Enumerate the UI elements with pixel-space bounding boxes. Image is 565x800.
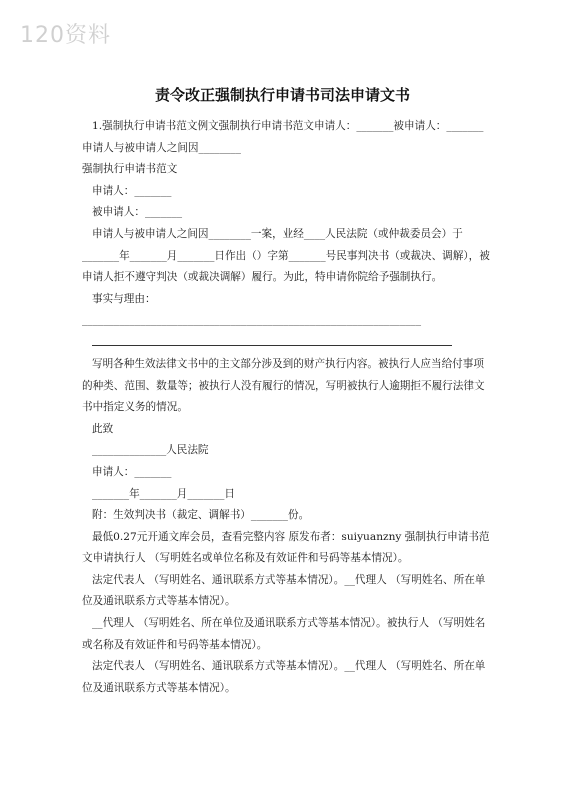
paragraph-instructions: 写明各种生效法律文书中的主文部分涉及到的财产执行内容。被执行人应当给付事项的种类、范围、数量等；被执行人没有履行的情况，写明被执行人逾期拒不履行法律文书中指定义务的情况。 [82, 357, 485, 414]
paragraph-signature: 申请人：_______ [92, 465, 172, 478]
paragraph-case: 申请人与被申请人之间因________一案，业经____人民法院（或仲裁委员会）于_______年_______月_______日作出（）字第_______号民事判决书（或裁决、调解），被申请人拒不遵守判决（或裁决调解）履行。为此，特申请你院给予强制执行。 [82, 227, 490, 284]
document-body [82, 116, 492, 699]
paragraph-facts: 事实与理由：________________________________________________________________ [82, 292, 421, 327]
document-title: 责令改正强制执行申请书司法申请文书 [154, 86, 410, 104]
paragraph-respondent: 被申请人：_______ [92, 206, 183, 219]
paragraph-legal-rep-1: 法定代表人 （写明姓名、通讯联系方式等基本情况）。__代理人 （写明姓名、所在单位及通讯联系方式等基本情况）。 [82, 573, 486, 608]
paragraph-applicant: 申请人：_______ [92, 184, 172, 197]
blank-line [92, 332, 452, 346]
paragraph-date: _______年_______月_______日 [92, 487, 236, 500]
watermark-logo: 120资料 [20, 23, 111, 48]
paragraph-attachment: 附：生效判决书（裁定、调解书）_______份。 [92, 509, 310, 522]
paragraph-heading: 强制执行申请书范文 [82, 163, 178, 176]
paragraph-legal-rep-2: 法定代表人 （写明姓名、通讯联系方式等基本情况）。__代理人 （写明姓名、所在单位及通讯联系方式等基本情况）。 [82, 660, 486, 694]
paragraph-preview-note: 最低0.27元开通文库会员，查看完整内容 原发布者：suiyuanzny 强制执行申请书范文申请执行人 （写明姓名或单位名称及有效证件和号码等基本情况）。 [82, 530, 490, 565]
paragraph-agent: __代理人 （写明姓名、所在单位及通讯联系方式等基本情况）。被执行人 （写明姓名或名称及有效证件和号码等基本情况）。 [82, 617, 486, 651]
paragraph-salutation: 此致 [92, 422, 114, 435]
paragraph-intro: 1.强制执行申请书范文例文强制执行申请书范文申请人：_______被申请人：_______申请人与被申请人之间因________ [82, 120, 484, 154]
paragraph-court: ______________人民法院 [92, 444, 209, 457]
